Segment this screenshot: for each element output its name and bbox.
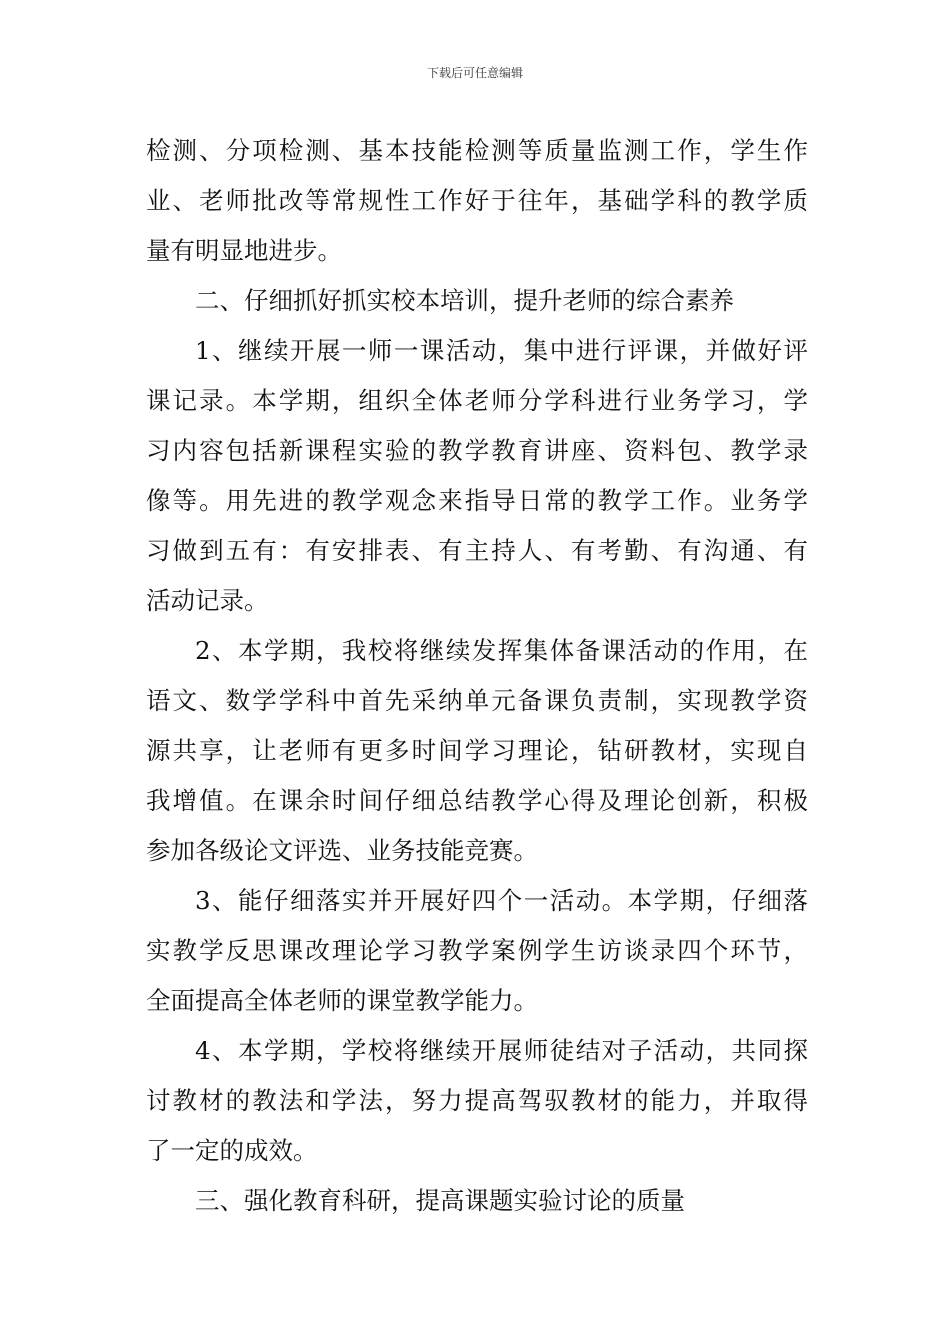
text-line: 语文、数学学科中首先采纳单元备课负责制，实现教学资 bbox=[146, 686, 808, 715]
heading-line: 三、强化教育科研，提高课题实验讨论的质量 bbox=[195, 1186, 685, 1215]
text-line: 源共享，让老师有更多时间学习理论，钻研教材，实现自 bbox=[146, 736, 808, 765]
text-line: 讨教材的教法和学法，努力提高驾驭教材的能力，并取得 bbox=[146, 1086, 808, 1115]
section-heading-2 bbox=[146, 276, 808, 326]
page-header-note: 下载后可任意编辑 bbox=[426, 66, 523, 80]
text-line: 1、继续开展一师一课活动，集中进行评课，并做好评 bbox=[195, 336, 808, 365]
text-line: 习内容包括新课程实验的教学教育讲座、资料包、教学录 bbox=[146, 436, 808, 465]
text-line: 检测、分项检测、基本技能检测等质量监测工作，学生作 bbox=[146, 136, 808, 165]
text-line: 活动记录。 bbox=[146, 586, 269, 615]
text-line: 4、本学期，学校将继续开展师徒结对子活动，共同探 bbox=[195, 1036, 808, 1065]
paragraph-item-2 bbox=[146, 626, 808, 876]
text-line: 量有明显地进步。 bbox=[146, 236, 342, 265]
text-line: 3、能仔细落实并开展好四个一活动。本学期，仔细落 bbox=[195, 886, 808, 915]
text-line: 业、老师批改等常规性工作好于往年，基础学科的教学质 bbox=[146, 186, 808, 215]
text-line: 习做到五有：有安排表、有主持人、有考勤、有沟通、有 bbox=[146, 536, 808, 565]
heading-line: 二、仔细抓好抓实校本培训，提升老师的综合素养 bbox=[195, 286, 734, 315]
section-heading-3 bbox=[146, 1176, 808, 1226]
text-line: 了一定的成效。 bbox=[146, 1136, 318, 1165]
text-line: 实教学反思课改理论学习教学案例学生访谈录四个环节， bbox=[146, 936, 808, 965]
paragraph-item-3 bbox=[146, 876, 808, 1026]
text-line: 参加各级论文评选、业务技能竞赛。 bbox=[146, 836, 538, 865]
text-line: 2、本学期，我校将继续发挥集体备课活动的作用，在 bbox=[195, 636, 808, 665]
text-line: 我增值。在课余时间仔细总结教学心得及理论创新，积极 bbox=[146, 786, 808, 815]
text-line: 像等。用先进的教学观念来指导日常的教学工作。业务学 bbox=[146, 486, 808, 515]
paragraph-item-4 bbox=[146, 1026, 808, 1176]
paragraph-item-1 bbox=[146, 326, 808, 626]
document-body bbox=[146, 126, 808, 1226]
paragraph-continuation bbox=[146, 126, 808, 276]
text-line: 全面提高全体老师的课堂教学能力。 bbox=[146, 986, 538, 1015]
text-line: 课记录。本学期，组织全体老师分学科进行业务学习，学 bbox=[146, 386, 808, 415]
